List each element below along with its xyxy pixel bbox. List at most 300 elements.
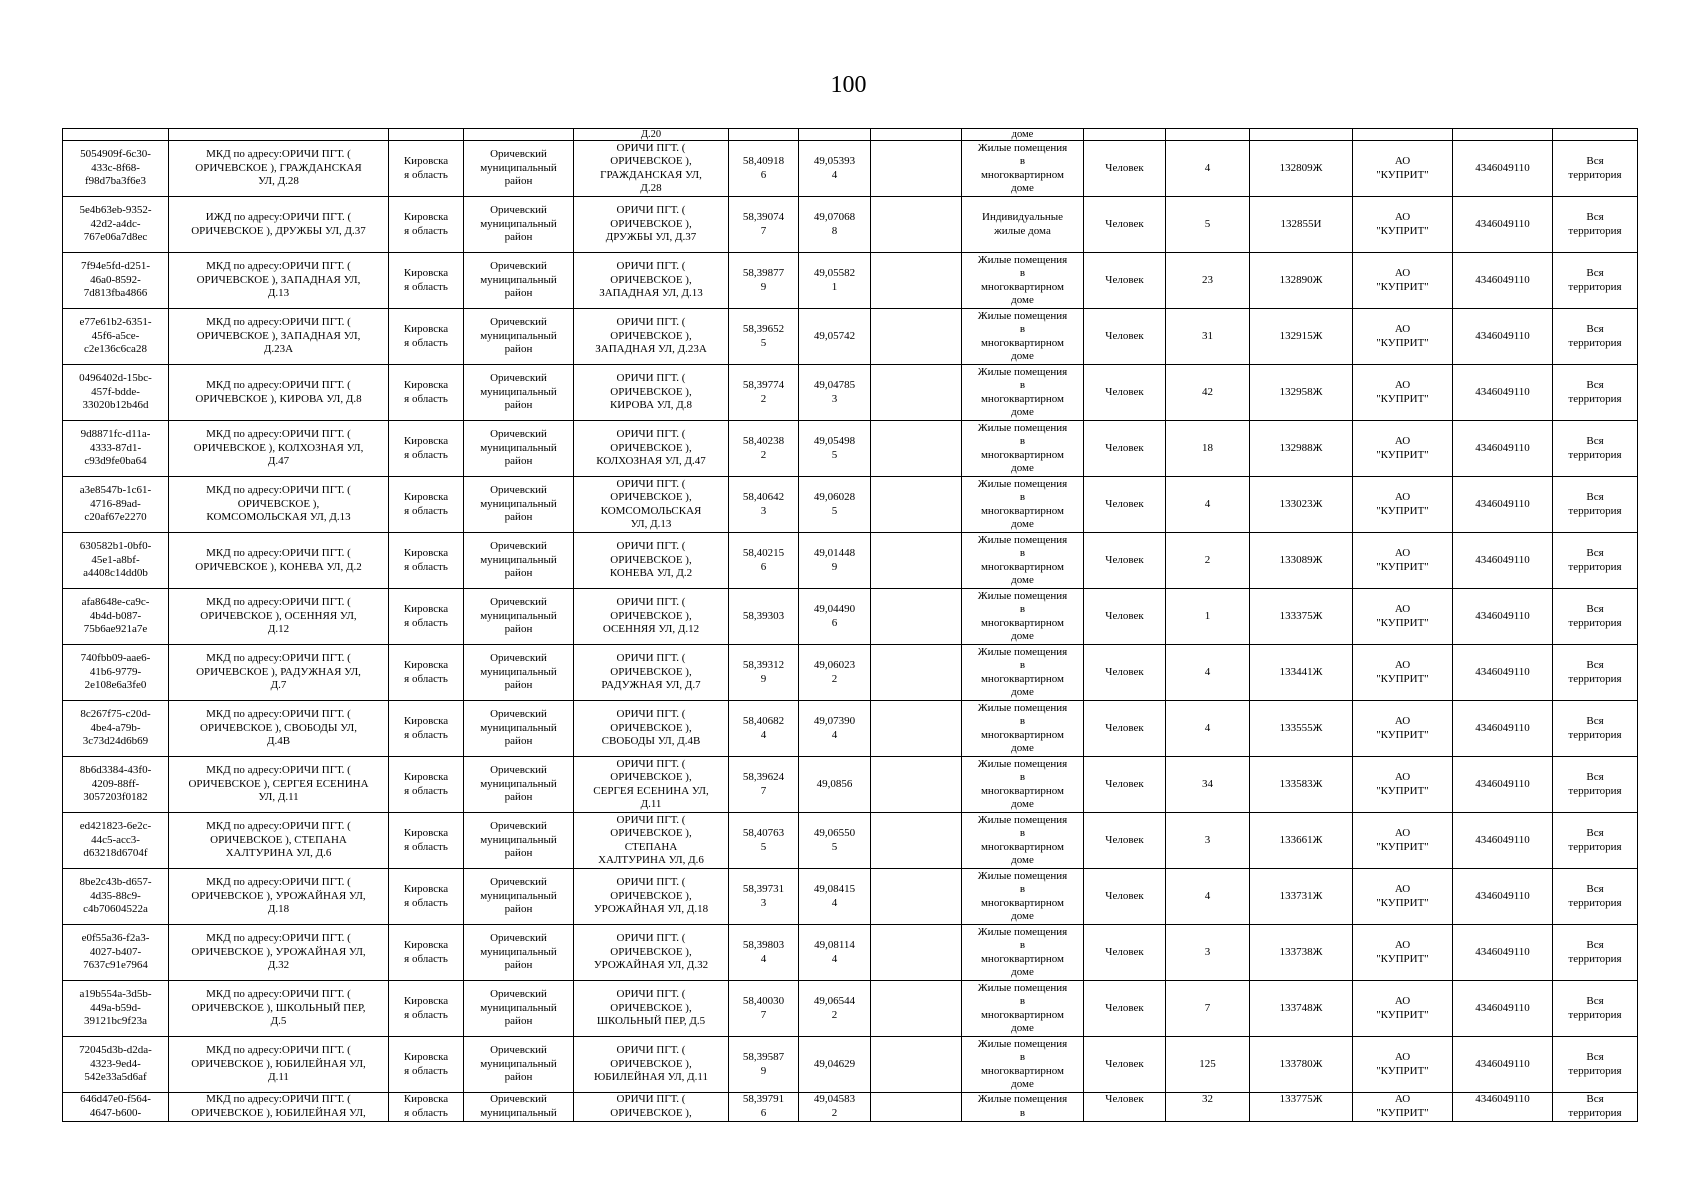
- unit-cell: Человек: [1084, 589, 1166, 645]
- inn-cell: 4346049110: [1453, 309, 1553, 365]
- address-cell: ОРИЧИ ПГТ. ( ОРИЧЕВСКОЕ ), ЗАПАДНАЯ УЛ, Д.13: [574, 253, 729, 309]
- longitude-cell: 49,05393 4: [799, 141, 871, 197]
- unit-cell: [1084, 129, 1166, 141]
- id-cell: e0f55a36-f2a3- 4027-b407- 7637c91e7964: [63, 925, 169, 981]
- region-cell: Кировска я область: [389, 757, 464, 813]
- blank-cell: [871, 365, 962, 421]
- object-type-cell: Жилые помещения в многоквартирном доме: [962, 869, 1084, 925]
- territory-cell: Вся территория: [1553, 309, 1638, 365]
- territory-cell: Вся территория: [1553, 925, 1638, 981]
- unit-cell: Человек: [1084, 1093, 1166, 1122]
- object-name-cell: МКД по адресу:ОРИЧИ ПГТ. ( ОРИЧЕВСКОЕ ), КОНЕВА УЛ, Д.2: [169, 533, 389, 589]
- inn-cell: 4346049110: [1453, 701, 1553, 757]
- unit-cell: Человек: [1084, 253, 1166, 309]
- inn-cell: 4346049110: [1453, 365, 1553, 421]
- organization-cell: АО "КУПРИТ": [1353, 533, 1453, 589]
- blank-cell: [871, 477, 962, 533]
- unit-cell: Человек: [1084, 813, 1166, 869]
- latitude-cell: 58,39624 7: [729, 757, 799, 813]
- registry-table-body: [63, 129, 1638, 1122]
- object-type-cell: Жилые помещения в многоквартирном доме: [962, 141, 1084, 197]
- longitude-cell: 49,04490 6: [799, 589, 871, 645]
- longitude-cell: 49,06028 5: [799, 477, 871, 533]
- territory-cell: Вся территория: [1553, 1037, 1638, 1093]
- district-cell: Оричевский муниципальный район: [464, 757, 574, 813]
- address-cell: ОРИЧИ ПГТ. ( ОРИЧЕВСКОЕ ), СЕРГЕЯ ЕСЕНИНА УЛ, Д.11: [574, 757, 729, 813]
- region-cell: Кировска я область: [389, 925, 464, 981]
- id-cell: 8c267f75-c20d- 4be4-a79b- 3c73d24d6b69: [63, 701, 169, 757]
- territory-cell: Вся территория: [1553, 1093, 1638, 1122]
- organization-cell: АО "КУПРИТ": [1353, 197, 1453, 253]
- longitude-cell: 49,05582 1: [799, 253, 871, 309]
- quantity-cell: 5: [1166, 197, 1250, 253]
- id-cell: 8b6d3384-43f0- 4209-88ff- 3057203f0182: [63, 757, 169, 813]
- district-cell: Оричевский муниципальный район: [464, 141, 574, 197]
- territory-cell: Вся территория: [1553, 365, 1638, 421]
- district-cell: Оричевский муниципальный район: [464, 701, 574, 757]
- account-cell: 133748Ж: [1250, 981, 1353, 1037]
- account-cell: 132915Ж: [1250, 309, 1353, 365]
- object-type-cell: Жилые помещения в многоквартирном доме: [962, 813, 1084, 869]
- object-name-cell: МКД по адресу:ОРИЧИ ПГТ. ( ОРИЧЕВСКОЕ ), ЗАПАДНАЯ УЛ, Д.23А: [169, 309, 389, 365]
- organization-cell: АО "КУПРИТ": [1353, 757, 1453, 813]
- table-row: [63, 981, 1638, 1037]
- district-cell: Оричевский муниципальный район: [464, 645, 574, 701]
- address-cell: ОРИЧИ ПГТ. ( ОРИЧЕВСКОЕ ),: [574, 1093, 729, 1122]
- organization-cell: АО "КУПРИТ": [1353, 813, 1453, 869]
- district-cell: Оричевский муниципальный район: [464, 981, 574, 1037]
- unit-cell: Человек: [1084, 309, 1166, 365]
- territory-cell: Вся территория: [1553, 477, 1638, 533]
- latitude-cell: 58,39803 4: [729, 925, 799, 981]
- territory-cell: Вся территория: [1553, 813, 1638, 869]
- object-name-cell: МКД по адресу:ОРИЧИ ПГТ. ( ОРИЧЕВСКОЕ ), КОЛХОЗНАЯ УЛ, Д.47: [169, 421, 389, 477]
- quantity-cell: 1: [1166, 589, 1250, 645]
- region-cell: Кировска я область: [389, 589, 464, 645]
- object-type-cell: Жилые помещения в многоквартирном доме: [962, 253, 1084, 309]
- organization-cell: АО "КУПРИТ": [1353, 477, 1453, 533]
- district-cell: Оричевский муниципальный район: [464, 365, 574, 421]
- territory-cell: Вся территория: [1553, 197, 1638, 253]
- object-name-cell: МКД по адресу:ОРИЧИ ПГТ. ( ОРИЧЕВСКОЕ ), ОСЕННЯЯ УЛ, Д.12: [169, 589, 389, 645]
- organization-cell: АО "КУПРИТ": [1353, 589, 1453, 645]
- account-cell: 133089Ж: [1250, 533, 1353, 589]
- territory-cell: Вся территория: [1553, 533, 1638, 589]
- inn-cell: [1453, 129, 1553, 141]
- blank-cell: [871, 421, 962, 477]
- organization-cell: АО "КУПРИТ": [1353, 869, 1453, 925]
- table-row: [63, 141, 1638, 197]
- district-cell: [464, 129, 574, 141]
- account-cell: 133780Ж: [1250, 1037, 1353, 1093]
- blank-cell: [871, 1093, 962, 1122]
- account-cell: 133583Ж: [1250, 757, 1353, 813]
- blank-cell: [871, 925, 962, 981]
- object-type-cell: Жилые помещения в многоквартирном доме: [962, 533, 1084, 589]
- table-row: [63, 309, 1638, 365]
- quantity-cell: 2: [1166, 533, 1250, 589]
- address-cell: ОРИЧИ ПГТ. ( ОРИЧЕВСКОЕ ), КОЛХОЗНАЯ УЛ, Д.47: [574, 421, 729, 477]
- object-type-cell: Жилые помещения в: [962, 1093, 1084, 1122]
- blank-cell: [871, 533, 962, 589]
- registry-table: [62, 128, 1638, 1122]
- latitude-cell: 58,39731 3: [729, 869, 799, 925]
- blank-cell: [871, 869, 962, 925]
- quantity-cell: 7: [1166, 981, 1250, 1037]
- longitude-cell: 49,06023 2: [799, 645, 871, 701]
- unit-cell: Человек: [1084, 701, 1166, 757]
- address-cell: ОРИЧИ ПГТ. ( ОРИЧЕВСКОЕ ), РАДУЖНАЯ УЛ, Д.7: [574, 645, 729, 701]
- district-cell: Оричевский муниципальный район: [464, 869, 574, 925]
- id-cell: [63, 129, 169, 141]
- address-cell: ОРИЧИ ПГТ. ( ОРИЧЕВСКОЕ ), ЗАПАДНАЯ УЛ, Д.23А: [574, 309, 729, 365]
- object-type-cell: Жилые помещения в многоквартирном доме: [962, 589, 1084, 645]
- object-type-cell: Жилые помещения в многоквартирном доме: [962, 925, 1084, 981]
- account-cell: 133441Ж: [1250, 645, 1353, 701]
- address-cell: ОРИЧИ ПГТ. ( ОРИЧЕВСКОЕ ), ЮБИЛЕЙНАЯ УЛ, Д.11: [574, 1037, 729, 1093]
- inn-cell: 4346049110: [1453, 981, 1553, 1037]
- object-name-cell: ИЖД по адресу:ОРИЧИ ПГТ. ( ОРИЧЕВСКОЕ ), ДРУЖБЫ УЛ, Д.37: [169, 197, 389, 253]
- quantity-cell: 4: [1166, 477, 1250, 533]
- unit-cell: Человек: [1084, 869, 1166, 925]
- organization-cell: АО "КУПРИТ": [1353, 365, 1453, 421]
- region-cell: Кировска я область: [389, 309, 464, 365]
- table-row: [63, 757, 1638, 813]
- unit-cell: Человек: [1084, 141, 1166, 197]
- object-type-cell: Жилые помещения в многоквартирном доме: [962, 757, 1084, 813]
- district-cell: Оричевский муниципальный район: [464, 589, 574, 645]
- table-row: [63, 645, 1638, 701]
- quantity-cell: 3: [1166, 813, 1250, 869]
- district-cell: Оричевский муниципальный район: [464, 925, 574, 981]
- table-row: [63, 925, 1638, 981]
- id-cell: 8be2c43b-d657- 4d35-88c9- c4b70604522a: [63, 869, 169, 925]
- inn-cell: 4346049110: [1453, 1037, 1553, 1093]
- id-cell: 7f94e5fd-d251- 46a0-8592- 7d813fba4866: [63, 253, 169, 309]
- blank-cell: [871, 129, 962, 141]
- table-row: [63, 365, 1638, 421]
- organization-cell: АО "КУПРИТ": [1353, 1037, 1453, 1093]
- longitude-cell: 49,08114 4: [799, 925, 871, 981]
- object-name-cell: МКД по адресу:ОРИЧИ ПГТ. ( ОРИЧЕВСКОЕ ), КОМСОМОЛЬСКАЯ УЛ, Д.13: [169, 477, 389, 533]
- territory-cell: Вся территория: [1553, 869, 1638, 925]
- object-name-cell: МКД по адресу:ОРИЧИ ПГТ. ( ОРИЧЕВСКОЕ ), СЕРГЕЯ ЕСЕНИНА УЛ, Д.11: [169, 757, 389, 813]
- quantity-cell: 18: [1166, 421, 1250, 477]
- table-row: [63, 589, 1638, 645]
- latitude-cell: 58,40918 6: [729, 141, 799, 197]
- inn-cell: 4346049110: [1453, 869, 1553, 925]
- blank-cell: [871, 309, 962, 365]
- organization-cell: АО "КУПРИТ": [1353, 645, 1453, 701]
- district-cell: Оричевский муниципальный район: [464, 813, 574, 869]
- blank-cell: [871, 589, 962, 645]
- address-cell: ОРИЧИ ПГТ. ( ОРИЧЕВСКОЕ ), ШКОЛЬНЫЙ ПЕР, Д.5: [574, 981, 729, 1037]
- quantity-cell: 4: [1166, 141, 1250, 197]
- account-cell: 133775Ж: [1250, 1093, 1353, 1122]
- id-cell: 72045d3b-d2da- 4323-9ed4- 542e33a5d6af: [63, 1037, 169, 1093]
- territory-cell: Вся территория: [1553, 141, 1638, 197]
- quantity-cell: 23: [1166, 253, 1250, 309]
- inn-cell: 4346049110: [1453, 197, 1553, 253]
- latitude-cell: [729, 129, 799, 141]
- region-cell: Кировска я область: [389, 813, 464, 869]
- id-cell: a3e8547b-1c61- 4716-89ad- c20af67e2270: [63, 477, 169, 533]
- organization-cell: АО "КУПРИТ": [1353, 421, 1453, 477]
- inn-cell: 4346049110: [1453, 645, 1553, 701]
- blank-cell: [871, 141, 962, 197]
- account-cell: 133731Ж: [1250, 869, 1353, 925]
- account-cell: 133661Ж: [1250, 813, 1353, 869]
- district-cell: Оричевский муниципальный район: [464, 197, 574, 253]
- table-row: [63, 701, 1638, 757]
- unit-cell: Человек: [1084, 197, 1166, 253]
- continued-row: [63, 129, 1638, 141]
- address-cell: ОРИЧИ ПГТ. ( ОРИЧЕВСКОЕ ), УРОЖАЙНАЯ УЛ, Д.32: [574, 925, 729, 981]
- region-cell: Кировска я область: [389, 701, 464, 757]
- organization-cell: АО "КУПРИТ": [1353, 309, 1453, 365]
- id-cell: e77e61b2-6351- 45f6-a5ce- c2e136c6ca28: [63, 309, 169, 365]
- object-name-cell: МКД по адресу:ОРИЧИ ПГТ. ( ОРИЧЕВСКОЕ ), РАДУЖНАЯ УЛ, Д.7: [169, 645, 389, 701]
- object-type-cell: доме: [962, 129, 1084, 141]
- account-cell: 133738Ж: [1250, 925, 1353, 981]
- region-cell: Кировска я область: [389, 869, 464, 925]
- account-cell: 132890Ж: [1250, 253, 1353, 309]
- blank-cell: [871, 253, 962, 309]
- organization-cell: АО "КУПРИТ": [1353, 981, 1453, 1037]
- unit-cell: Человек: [1084, 1037, 1166, 1093]
- table-row: [63, 813, 1638, 869]
- latitude-cell: 58,40642 3: [729, 477, 799, 533]
- account-cell: [1250, 129, 1353, 141]
- object-type-cell: Жилые помещения в многоквартирном доме: [962, 981, 1084, 1037]
- id-cell: 5e4b63eb-9352- 42d2-a4dc- 767e06a7d8ec: [63, 197, 169, 253]
- district-cell: Оричевский муниципальный район: [464, 477, 574, 533]
- unit-cell: Человек: [1084, 477, 1166, 533]
- object-name-cell: МКД по адресу:ОРИЧИ ПГТ. ( ОРИЧЕВСКОЕ ), СВОБОДЫ УЛ, Д.4В: [169, 701, 389, 757]
- table-row-partial: [63, 1093, 1638, 1122]
- object-name-cell: МКД по адресу:ОРИЧИ ПГТ. ( ОРИЧЕВСКОЕ ), ЮБИЛЕЙНАЯ УЛ, Д.11: [169, 1037, 389, 1093]
- id-cell: 0496402d-15bc- 457f-bdde- 33020b12b46d: [63, 365, 169, 421]
- object-name-cell: МКД по адресу:ОРИЧИ ПГТ. ( ОРИЧЕВСКОЕ ), ГРАЖДАНСКАЯ УЛ, Д.28: [169, 141, 389, 197]
- address-cell: ОРИЧИ ПГТ. ( ОРИЧЕВСКОЕ ), ГРАЖДАНСКАЯ УЛ, Д.28: [574, 141, 729, 197]
- address-cell: ОРИЧИ ПГТ. ( ОРИЧЕВСКОЕ ), ДРУЖБЫ УЛ, Д.37: [574, 197, 729, 253]
- inn-cell: 4346049110: [1453, 813, 1553, 869]
- quantity-cell: 125: [1166, 1037, 1250, 1093]
- table-row: [63, 421, 1638, 477]
- unit-cell: Человек: [1084, 533, 1166, 589]
- latitude-cell: 58,40238 2: [729, 421, 799, 477]
- object-name-cell: [169, 129, 389, 141]
- blank-cell: [871, 701, 962, 757]
- territory-cell: Вся территория: [1553, 757, 1638, 813]
- page-number: 100: [830, 72, 867, 98]
- longitude-cell: [799, 129, 871, 141]
- organization-cell: АО "КУПРИТ": [1353, 141, 1453, 197]
- latitude-cell: 58,39587 9: [729, 1037, 799, 1093]
- district-cell: Оричевский муниципальный район: [464, 533, 574, 589]
- inn-cell: 4346049110: [1453, 533, 1553, 589]
- quantity-cell: [1166, 129, 1250, 141]
- longitude-cell: 49,07068 8: [799, 197, 871, 253]
- territory-cell: Вся территория: [1553, 589, 1638, 645]
- unit-cell: Человек: [1084, 421, 1166, 477]
- region-cell: Кировска я область: [389, 253, 464, 309]
- longitude-cell: 49,07390 4: [799, 701, 871, 757]
- table-row: [63, 477, 1638, 533]
- latitude-cell: 58,39074 7: [729, 197, 799, 253]
- id-cell: 740fbb09-aae6- 41b6-9779- 2e108e6a3fe0: [63, 645, 169, 701]
- address-cell: ОРИЧИ ПГТ. ( ОРИЧЕВСКОЕ ), КОНЕВА УЛ, Д.2: [574, 533, 729, 589]
- region-cell: Кировска я область: [389, 1037, 464, 1093]
- table-row: [63, 253, 1638, 309]
- region-cell: Кировска я область: [389, 141, 464, 197]
- id-cell: a19b554a-3d5b- 449a-b59d- 39121bc9f23a: [63, 981, 169, 1037]
- object-type-cell: Индивидуальные жилые дома: [962, 197, 1084, 253]
- id-cell: afa8648e-ca9c- 4b4d-b087- 75b6ae921a7e: [63, 589, 169, 645]
- unit-cell: Человек: [1084, 757, 1166, 813]
- latitude-cell: 58,39312 9: [729, 645, 799, 701]
- longitude-cell: 49,01448 9: [799, 533, 871, 589]
- region-cell: Кировска я область: [389, 197, 464, 253]
- object-type-cell: Жилые помещения в многоквартирном доме: [962, 421, 1084, 477]
- id-cell: 646d47e0-f564- 4647-b600-: [63, 1093, 169, 1122]
- table-row: [63, 1037, 1638, 1093]
- address-cell: Д.20: [574, 129, 729, 141]
- table-row: [63, 869, 1638, 925]
- unit-cell: Человек: [1084, 925, 1166, 981]
- quantity-cell: 4: [1166, 701, 1250, 757]
- address-cell: ОРИЧИ ПГТ. ( ОРИЧЕВСКОЕ ), КИРОВА УЛ, Д.8: [574, 365, 729, 421]
- address-cell: ОРИЧИ ПГТ. ( ОРИЧЕВСКОЕ ), СТЕПАНА ХАЛТУРИНА УЛ, Д.6: [574, 813, 729, 869]
- account-cell: 133375Ж: [1250, 589, 1353, 645]
- unit-cell: Человек: [1084, 365, 1166, 421]
- object-name-cell: МКД по адресу:ОРИЧИ ПГТ. ( ОРИЧЕВСКОЕ ), УРОЖАЙНАЯ УЛ, Д.32: [169, 925, 389, 981]
- longitude-cell: 49,0856: [799, 757, 871, 813]
- object-name-cell: МКД по адресу:ОРИЧИ ПГТ. ( ОРИЧЕВСКОЕ ), ЗАПАДНАЯ УЛ, Д.13: [169, 253, 389, 309]
- inn-cell: 4346049110: [1453, 421, 1553, 477]
- account-cell: 132855И: [1250, 197, 1353, 253]
- object-type-cell: Жилые помещения в многоквартирном доме: [962, 1037, 1084, 1093]
- blank-cell: [871, 1037, 962, 1093]
- object-name-cell: МКД по адресу:ОРИЧИ ПГТ. ( ОРИЧЕВСКОЕ ), ЮБИЛЕЙНАЯ УЛ,: [169, 1093, 389, 1122]
- id-cell: 630582b1-0bf0- 45e1-a8bf- a4408c14dd0b: [63, 533, 169, 589]
- latitude-cell: 58,40030 7: [729, 981, 799, 1037]
- inn-cell: 4346049110: [1453, 925, 1553, 981]
- region-cell: Кировска я область: [389, 981, 464, 1037]
- district-cell: Оричевский муниципальный: [464, 1093, 574, 1122]
- organization-cell: АО "КУПРИТ": [1353, 925, 1453, 981]
- inn-cell: 4346049110: [1453, 589, 1553, 645]
- region-cell: Кировска я область: [389, 1093, 464, 1122]
- address-cell: ОРИЧИ ПГТ. ( ОРИЧЕВСКОЕ ), КОМСОМОЛЬСКАЯ УЛ, Д.13: [574, 477, 729, 533]
- account-cell: 133023Ж: [1250, 477, 1353, 533]
- object-type-cell: Жилые помещения в многоквартирном доме: [962, 365, 1084, 421]
- address-cell: ОРИЧИ ПГТ. ( ОРИЧЕВСКОЕ ), ОСЕННЯЯ УЛ, Д.12: [574, 589, 729, 645]
- account-cell: 133555Ж: [1250, 701, 1353, 757]
- district-cell: Оричевский муниципальный район: [464, 1037, 574, 1093]
- territory-cell: Вся территория: [1553, 701, 1638, 757]
- longitude-cell: 49,08415 4: [799, 869, 871, 925]
- blank-cell: [871, 197, 962, 253]
- latitude-cell: 58,39791 6: [729, 1093, 799, 1122]
- region-cell: [389, 129, 464, 141]
- inn-cell: 4346049110: [1453, 253, 1553, 309]
- unit-cell: Человек: [1084, 981, 1166, 1037]
- address-cell: ОРИЧИ ПГТ. ( ОРИЧЕВСКОЕ ), СВОБОДЫ УЛ, Д.4В: [574, 701, 729, 757]
- region-cell: Кировска я область: [389, 645, 464, 701]
- quantity-cell: 32: [1166, 1093, 1250, 1122]
- organization-cell: АО "КУПРИТ": [1353, 701, 1453, 757]
- blank-cell: [871, 981, 962, 1037]
- blank-cell: [871, 757, 962, 813]
- quantity-cell: 3: [1166, 925, 1250, 981]
- unit-cell: Человек: [1084, 645, 1166, 701]
- region-cell: Кировска я область: [389, 477, 464, 533]
- inn-cell: 4346049110: [1453, 1093, 1553, 1122]
- longitude-cell: 49,04629: [799, 1037, 871, 1093]
- latitude-cell: 58,39877 9: [729, 253, 799, 309]
- district-cell: Оричевский муниципальный район: [464, 309, 574, 365]
- district-cell: Оричевский муниципальный район: [464, 421, 574, 477]
- table-row: [63, 533, 1638, 589]
- longitude-cell: 49,05742: [799, 309, 871, 365]
- organization-cell: [1353, 129, 1453, 141]
- object-type-cell: Жилые помещения в многоквартирном доме: [962, 645, 1084, 701]
- object-type-cell: Жилые помещения в многоквартирном доме: [962, 701, 1084, 757]
- account-cell: 132958Ж: [1250, 365, 1353, 421]
- account-cell: 132809Ж: [1250, 141, 1353, 197]
- address-cell: ОРИЧИ ПГТ. ( ОРИЧЕВСКОЕ ), УРОЖАЙНАЯ УЛ, Д.18: [574, 869, 729, 925]
- quantity-cell: 42: [1166, 365, 1250, 421]
- blank-cell: [871, 645, 962, 701]
- region-cell: Кировска я область: [389, 421, 464, 477]
- longitude-cell: 49,06550 5: [799, 813, 871, 869]
- quantity-cell: 4: [1166, 869, 1250, 925]
- territory-cell: Вся территория: [1553, 421, 1638, 477]
- longitude-cell: 49,04583 2: [799, 1093, 871, 1122]
- account-cell: 132988Ж: [1250, 421, 1353, 477]
- quantity-cell: 34: [1166, 757, 1250, 813]
- region-cell: Кировска я область: [389, 365, 464, 421]
- territory-cell: [1553, 129, 1638, 141]
- id-cell: 5054909f-6c30- 433c-8f68- f98d7ba3f6e3: [63, 141, 169, 197]
- longitude-cell: 49,05498 5: [799, 421, 871, 477]
- object-type-cell: Жилые помещения в многоквартирном доме: [962, 309, 1084, 365]
- blank-cell: [871, 813, 962, 869]
- quantity-cell: 4: [1166, 645, 1250, 701]
- organization-cell: АО "КУПРИТ": [1353, 253, 1453, 309]
- longitude-cell: 49,04785 3: [799, 365, 871, 421]
- territory-cell: Вся территория: [1553, 981, 1638, 1037]
- latitude-cell: 58,40215 6: [729, 533, 799, 589]
- inn-cell: 4346049110: [1453, 141, 1553, 197]
- region-cell: Кировска я область: [389, 533, 464, 589]
- latitude-cell: 58,39774 2: [729, 365, 799, 421]
- object-type-cell: Жилые помещения в многоквартирном доме: [962, 477, 1084, 533]
- latitude-cell: 58,40763 5: [729, 813, 799, 869]
- quantity-cell: 31: [1166, 309, 1250, 365]
- id-cell: 9d8871fc-d11a- 4333-87d1- c93d9fe0ba64: [63, 421, 169, 477]
- territory-cell: Вся территория: [1553, 253, 1638, 309]
- latitude-cell: 58,39652 5: [729, 309, 799, 365]
- latitude-cell: 58,40682 4: [729, 701, 799, 757]
- district-cell: Оричевский муниципальный район: [464, 253, 574, 309]
- territory-cell: Вся территория: [1553, 645, 1638, 701]
- object-name-cell: МКД по адресу:ОРИЧИ ПГТ. ( ОРИЧЕВСКОЕ ), КИРОВА УЛ, Д.8: [169, 365, 389, 421]
- object-name-cell: МКД по адресу:ОРИЧИ ПГТ. ( ОРИЧЕВСКОЕ ), ШКОЛЬНЫЙ ПЕР, Д.5: [169, 981, 389, 1037]
- table-row: [63, 197, 1638, 253]
- organization-cell: АО "КУПРИТ": [1353, 1093, 1453, 1122]
